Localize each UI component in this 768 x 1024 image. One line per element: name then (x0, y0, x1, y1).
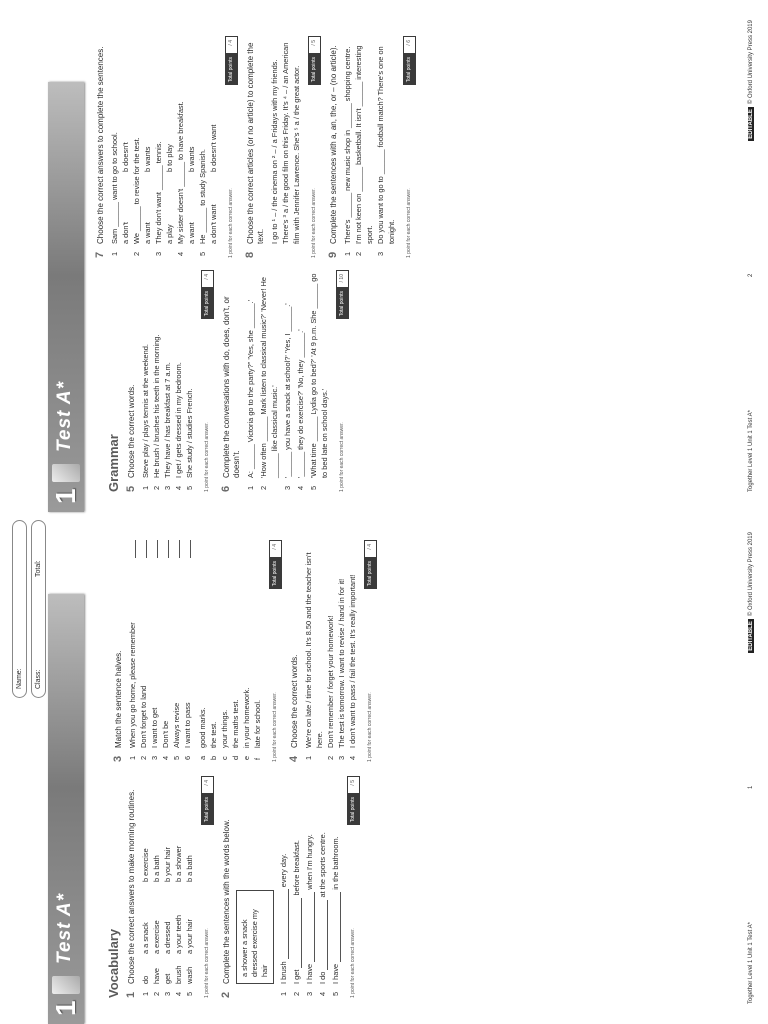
list-item (162, 776, 173, 996)
exercise-number: 8 (244, 251, 256, 258)
option-a[interactable]: a don't want (209, 204, 218, 244)
total-points-label: Total points (201, 794, 214, 825)
name-label: Name: (16, 668, 23, 689)
item-text: Don't forget to land (139, 685, 148, 748)
answer-blank[interactable] (320, 900, 328, 970)
list-item (219, 540, 230, 760)
option-a[interactable]: a want (187, 222, 196, 244)
list-item (303, 540, 325, 760)
item-number: 3 (163, 485, 172, 490)
item-number: 5 (331, 991, 340, 996)
answer-blank[interactable] (307, 892, 315, 962)
option-a[interactable]: a play (165, 224, 174, 244)
option-a[interactable]: a exercise (152, 920, 161, 954)
item-text[interactable]: The test is tomorrow. I want to revise / hand in for it! (337, 578, 346, 748)
item-text[interactable]: I don't want to pass / fail the test. It's really important! (348, 574, 357, 748)
page-number: 1 (748, 785, 754, 790)
exercise-5 (127, 270, 137, 492)
item-text[interactable]: She study / studies French. (185, 388, 194, 478)
item-number: 4 (296, 485, 305, 490)
option-b[interactable]: b exercise (141, 848, 150, 882)
item-number: 5 (172, 755, 181, 760)
score-box[interactable]: / 5 (347, 776, 360, 794)
page-footer (748, 20, 754, 492)
item-text: every day. (279, 853, 288, 888)
point-note: 1 point for each correct answer. (367, 692, 373, 762)
folded-paper-icon (52, 464, 80, 482)
editable-badge: EDITABLE (748, 109, 754, 139)
item-text: I brush (279, 961, 288, 984)
options-row (142, 36, 153, 244)
item-number: 2 (259, 485, 268, 490)
list-item (184, 776, 195, 996)
list-item (153, 36, 164, 256)
options-row (186, 36, 197, 244)
list-item (140, 776, 151, 996)
word-box: a shower a snack dressed exercise my hair (236, 890, 274, 984)
exercise-number: 1 (125, 991, 137, 998)
list-item (336, 540, 347, 760)
item-text: I have (331, 963, 340, 984)
page2-right-column (96, 36, 418, 258)
item-number: 2 (152, 991, 161, 996)
total-points-label: Total points (336, 288, 349, 319)
exercise-8 (246, 36, 266, 258)
item-text[interactable]: '______ they do exercise?' 'No, they ______.' (296, 329, 305, 478)
options-row (120, 36, 131, 244)
list-item (317, 776, 328, 996)
item-number: 1 (279, 991, 288, 996)
list-item (258, 270, 280, 490)
item-text: My sister doesn't ______ to have breakfast. (176, 101, 185, 244)
item-text: Sam ______ want to go to school. (110, 132, 119, 244)
exercise-footer (336, 270, 349, 492)
item-number: 5 (185, 485, 194, 490)
list-item (208, 540, 219, 760)
answer-blank[interactable] (160, 540, 169, 558)
item-text: your things. (220, 709, 229, 748)
exercise-7 (96, 36, 106, 258)
item-number: 4 (176, 251, 185, 256)
point-note: 1 point for each correct answer. (350, 928, 356, 998)
class-field[interactable] (31, 520, 46, 698)
exercise-instruction: Complete the sentences with a, an, the, or – (no article). (329, 45, 338, 244)
point-note: 1 point for each correct answer. (228, 188, 234, 258)
item-number: 2 (354, 251, 363, 256)
score-box[interactable]: / 4 (225, 36, 238, 54)
list-item (241, 540, 252, 760)
option-b[interactable]: b your hair (163, 847, 172, 882)
item-verb: brush (174, 965, 183, 984)
item-number: 1 (141, 991, 150, 996)
class-label: Class: (35, 669, 42, 689)
item-number: 3 (283, 485, 292, 490)
list-item (308, 270, 330, 490)
item-text: He ______ to study Spanish. (198, 149, 207, 244)
list-item (162, 270, 173, 490)
list-item (347, 540, 358, 760)
total-points-label: Total points (364, 558, 377, 589)
item-number: 2 (139, 755, 148, 760)
exercise-number: 6 (220, 485, 232, 492)
test-banner (48, 82, 84, 512)
item-number: 3 (337, 755, 346, 760)
item-text[interactable]: We're on late / time for school. It's 8.50 and the teacher isn't here. (304, 552, 324, 748)
page1-left-column (108, 776, 362, 998)
list-item (182, 540, 193, 760)
item-letter: c (220, 756, 229, 760)
item-text: I want to get (150, 707, 159, 748)
point-note: 1 point for each correct answer. (311, 188, 317, 258)
page-footer (748, 532, 754, 1004)
list-item (353, 36, 375, 256)
answer-blank[interactable] (182, 540, 191, 558)
option-a[interactable]: a dressed (163, 921, 172, 954)
exercise-footer (201, 270, 214, 492)
point-note: 1 point for each correct answer. (272, 692, 278, 762)
item-number: 4 (348, 755, 357, 760)
footer-course: Together Level 1 Unit 1 Test A* (748, 922, 754, 1004)
test-title: Test A* (54, 380, 75, 452)
item-number: 1 (246, 485, 255, 490)
option-b[interactable]: b wants (187, 146, 196, 172)
item-text[interactable]: '______ you have a snack at school?' 'Yes, I ______.' (283, 303, 292, 478)
exercise-number: 9 (327, 251, 339, 258)
list-item (282, 270, 293, 490)
score-box[interactable]: / 4 (201, 776, 214, 794)
exercise-number: 3 (112, 755, 124, 762)
answer-blank[interactable] (149, 540, 158, 558)
list-item (278, 776, 289, 996)
option-b[interactable]: b doesn't want (209, 124, 218, 172)
exercise-footer (364, 540, 377, 762)
exercise-footer (308, 36, 321, 258)
editable-badge: EDITABLE (748, 621, 754, 651)
list-item (197, 540, 208, 760)
student-fields (12, 520, 50, 698)
list-item (171, 540, 182, 760)
item-letter: d (231, 755, 240, 760)
test-banner (48, 594, 84, 1024)
item-number: 1 (343, 251, 352, 256)
item-number: 1 (128, 755, 137, 760)
page1-right-column (108, 540, 379, 762)
item-number: 4 (161, 755, 170, 760)
item-text[interactable]: Don't remember / forget your homework! (326, 615, 335, 748)
option-b[interactable]: b a bath (152, 855, 161, 882)
item-text: I have (305, 963, 314, 984)
item-text: They don't want ______ tennis. (154, 141, 163, 244)
list-item (173, 776, 184, 996)
score-box[interactable]: / 4 (269, 540, 282, 558)
item-letter: e (242, 755, 251, 760)
total-points-label: Total points (308, 54, 321, 85)
exercise-instruction: Complete the sentences with the words below. (222, 819, 231, 984)
list-item (245, 270, 256, 490)
item-verb: do (141, 975, 150, 984)
point-note: 1 point for each correct answer. (406, 188, 412, 258)
list-item (295, 270, 306, 490)
item-text[interactable]: A: ______ Victoria go to the party?" 'Yes, she ______.' (246, 299, 255, 478)
exercise-number: 2 (220, 991, 232, 998)
item-number: 2 (132, 251, 141, 256)
item-number: 2 (326, 755, 335, 760)
options-row (164, 36, 175, 244)
item-text: When you go home, please remember (128, 622, 137, 748)
option-b[interactable]: b wants (143, 146, 152, 172)
list-item (342, 36, 353, 256)
copyright-icon: © (748, 611, 754, 617)
point-note: 1 point for each correct answer. (339, 422, 345, 492)
option-a[interactable]: a don't (121, 222, 130, 244)
test-title: Test A* (54, 892, 75, 964)
answer-blank[interactable] (294, 898, 302, 968)
item-number: 3 (150, 755, 159, 760)
folded-paper-icon (52, 976, 80, 994)
score-box[interactable]: / 6 (403, 36, 416, 54)
answer-blank[interactable] (281, 889, 289, 959)
test-page-1 (0, 512, 768, 1024)
footer-course: Together Level 1 Unit 1 Test A* (748, 410, 754, 492)
item-text: late for school. (253, 699, 262, 748)
total-label: Total: (35, 560, 42, 577)
item-letter: f (253, 757, 262, 760)
total-points-label: Total points (269, 558, 282, 589)
list-item (109, 36, 120, 256)
list-item (330, 776, 341, 996)
item-text[interactable]: 'How often ______ Mark listen to classical music?' 'Never! He ______ like classical music.' (259, 277, 279, 478)
exercise-9 (329, 36, 339, 258)
list-item (151, 270, 162, 490)
exercise-2 (222, 776, 232, 998)
item-text[interactable]: Do you want to go to ______ football match? There's one on tonight. (376, 46, 396, 244)
item-number: 3 (376, 251, 385, 256)
score-box[interactable]: / 5 (308, 36, 321, 54)
item-number: 2 (152, 485, 161, 490)
answer-blank[interactable] (171, 540, 180, 558)
list-item (140, 270, 151, 490)
footer-copyright: Oxford University Press 2019 (748, 20, 754, 99)
section-title-vocabulary: Vocabulary (106, 928, 121, 998)
unit-number: 1 (50, 1000, 81, 1016)
item-number: 4 (174, 485, 183, 490)
item-number: 5 (198, 251, 207, 256)
item-number: 3 (154, 251, 163, 256)
total-points-label: Total points (225, 54, 238, 85)
option-a[interactable]: a your teeth (174, 914, 183, 954)
exercise-instruction: Choose the correct articles (or no article) to complete the text. (246, 42, 265, 244)
list-item (151, 776, 162, 996)
point-note: 1 point for each correct answer. (204, 422, 210, 492)
item-letter: a (198, 755, 207, 760)
list-item (184, 270, 195, 490)
option-b[interactable]: b a bath (185, 855, 194, 882)
item-text: when I'm hungry. (305, 834, 314, 890)
item-number: 2 (292, 991, 301, 996)
item-number: 6 (183, 755, 192, 760)
total-points-label: Total points (347, 794, 360, 825)
exercise-footer (403, 36, 416, 258)
exercise-footer (201, 776, 214, 998)
exercise-footer (269, 540, 282, 762)
answer-blank[interactable] (127, 540, 136, 558)
list-item (230, 540, 241, 760)
exercise-footer (225, 36, 238, 258)
exercise-number: 5 (125, 485, 137, 492)
total-points-label: Total points (403, 54, 416, 85)
item-number: 4 (174, 991, 183, 996)
item-number: 1 (110, 251, 119, 256)
list-item (291, 776, 302, 996)
exercise-instruction: Choose the correct words. (127, 384, 136, 478)
item-text[interactable]: Steve play / plays tennis at the weekend. (141, 344, 150, 478)
item-number: 1 (304, 755, 313, 760)
exercise-3 (114, 540, 124, 762)
item-number: 4 (318, 991, 327, 996)
list-item (304, 776, 315, 996)
item-text: at the sports centre. (318, 832, 327, 898)
total-points-label: Total points (201, 288, 214, 319)
list-item (138, 540, 149, 760)
exercise-instruction: Match the sentence halves. (114, 650, 123, 748)
list-item (175, 36, 186, 256)
item-text: before breakfast. (292, 840, 301, 896)
item-text[interactable]: He brush / brushes his teeth in the morning. (152, 334, 161, 478)
item-number: 3 (163, 991, 172, 996)
item-text: We ______ to revise for the test. (132, 137, 141, 244)
exercise-instruction: Complete the conversations with do, does, don't, or doesn't. (222, 296, 241, 478)
exercise-6 (222, 270, 242, 492)
option-b[interactable]: b doesn't (121, 142, 130, 172)
option-b[interactable]: b a shower (174, 845, 183, 882)
article-text[interactable]: I go to ¹ – / the cinema on ² – / a Fridays with my friends. There's ³ a / the good film on this Friday. It's ⁴ – / an American film with Jennifer Lawrence. She's ⁵ a / the great actor. (270, 42, 301, 244)
item-number: 5 (309, 485, 318, 490)
options-row (208, 36, 219, 244)
option-a[interactable]: a a snack (141, 922, 150, 954)
section-title-grammar: Grammar (106, 434, 121, 492)
exercise-number: 4 (288, 755, 300, 762)
item-text[interactable]: 'What time ______ Lydia go to bed?' 'At 9 p.m. She ______ go to bed late on school days.' (309, 273, 329, 478)
page-number: 2 (748, 273, 754, 278)
point-note: 1 point for each correct answer. (204, 928, 210, 998)
item-verb: wash (185, 966, 194, 984)
item-number: 5 (185, 991, 194, 996)
item-number: 1 (141, 485, 150, 490)
item-text[interactable]: There's ______ new music shop in ______ shopping centre. (343, 46, 352, 244)
list-item (160, 540, 171, 760)
item-text[interactable]: I get / gets dressed in my bedroom. (174, 362, 183, 478)
item-verb: have (152, 967, 161, 984)
exercise-number: 7 (94, 251, 106, 258)
option-b[interactable]: b to play (165, 144, 174, 172)
exercise-4 (290, 540, 300, 762)
name-field[interactable] (12, 520, 27, 698)
score-box[interactable]: / 4 (364, 540, 377, 558)
exercise-1 (127, 776, 137, 998)
list-item (252, 540, 263, 760)
item-text: Don't be (161, 720, 170, 748)
exercise-instruction: Choose the correct answers to make morning routines. (127, 789, 136, 984)
item-text: I get (292, 969, 301, 984)
answer-blank[interactable] (138, 540, 147, 558)
item-text: Always revise (172, 702, 181, 748)
item-letter: b (209, 755, 218, 760)
unit-number: 1 (50, 488, 81, 504)
item-text: I want to pass (183, 702, 192, 748)
list-item (127, 540, 138, 760)
item-number: 3 (305, 991, 314, 996)
item-text: the test. (209, 721, 218, 748)
list-item (197, 36, 208, 256)
exercise-footer (347, 776, 360, 998)
item-text: in the bathroom. (331, 836, 340, 890)
exercise-instruction: Choose the correct answers to complete the sentences. (96, 46, 105, 244)
item-text: good marks. (198, 707, 207, 748)
option-a[interactable]: a want (143, 222, 152, 244)
list-item (325, 540, 336, 760)
item-text[interactable]: They have / has breakfast at 7 a.m. (163, 362, 172, 478)
page2-left-column (108, 270, 351, 492)
list-item (375, 36, 397, 256)
item-text[interactable]: I'm not keen on ______ basketball. It isn't ______ interesting sport. (354, 45, 374, 244)
score-box[interactable]: / 4 (201, 270, 214, 288)
item-text: I do (318, 971, 327, 984)
list-item (173, 270, 184, 490)
footer-copyright: Oxford University Press 2019 (748, 532, 754, 611)
score-box[interactable]: / 10 (336, 270, 349, 288)
list-item (149, 540, 160, 760)
copyright-icon: © (748, 99, 754, 105)
answer-blank[interactable] (333, 892, 341, 962)
item-text: in your homework. (242, 687, 251, 748)
item-verb: get (163, 973, 172, 984)
exercise-instruction: Choose the correct words. (290, 654, 299, 748)
item-text: the maths test. (231, 699, 240, 748)
option-a[interactable]: a your hair (185, 919, 194, 954)
list-item (131, 36, 142, 256)
